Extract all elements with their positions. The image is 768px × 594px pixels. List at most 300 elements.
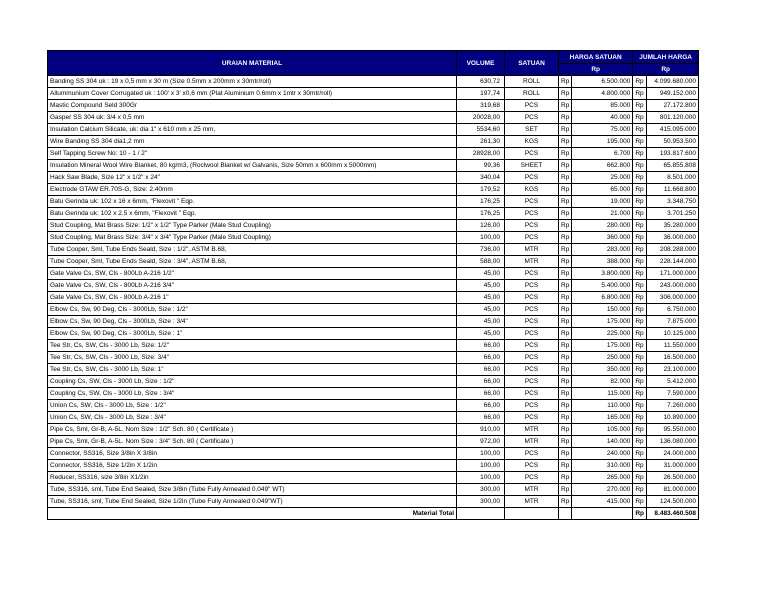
cell-rp-harga: Rp [559,496,572,508]
cell-rp-harga: Rp [559,244,572,256]
cell-rp-jumlah: Rp [633,220,647,232]
cell-volume: 588,00 [457,256,505,268]
cell-rp-jumlah: Rp [633,484,647,496]
cell-jumlah-harga: 4.099.680.000 [646,76,698,88]
header-jumlah-harga: JUMLAH HARGA [633,51,699,64]
cell-rp-harga: Rp [559,100,572,112]
cell-jumlah-harga: 801.120.000 [646,112,698,124]
cell-volume: 20028,00 [457,112,505,124]
cell-description: Tube Cooper, Sml, Tube Ends Seald, Size : 1/2", ASTM B.68, [48,244,457,256]
cell-harga-satuan: 360.000 [572,232,633,244]
cell-description: Wire Banding SS 304 dia1,2 mm [48,136,457,148]
cell-satuan: PCS [505,400,559,412]
cell-satuan: MTR [505,424,559,436]
table-row [48,112,699,124]
total-vol-cell [457,508,505,520]
cell-rp-jumlah: Rp [633,328,647,340]
cell-rp-jumlah: Rp [633,340,647,352]
cell-jumlah-harga: 136.080.000 [646,436,698,448]
cell-rp-harga: Rp [559,268,572,280]
cell-volume: 736,00 [457,244,505,256]
cell-jumlah-harga: 8.501.000 [646,172,698,184]
cell-harga-satuan: 115.000 [572,388,633,400]
table-row [48,244,699,256]
table-row [48,160,699,172]
table-body [48,76,699,508]
cell-satuan: PCS [505,100,559,112]
cell-rp-harga: Rp [559,472,572,484]
cell-jumlah-harga: 949.152.000 [646,88,698,100]
table-row [48,328,699,340]
cell-rp-harga: Rp [559,172,572,184]
cell-description: Banding SS 304 uk : 19 x 0,5 mm x 30 m (Size 0.5mm x 200mm x 30mtr/roll) [48,76,457,88]
cell-jumlah-harga: 36.000.000 [646,232,698,244]
cell-harga-satuan: 270.000 [572,484,633,496]
cell-harga-satuan: 82.000 [572,376,633,388]
cell-jumlah-harga: 6.750.000 [646,304,698,316]
cell-rp-harga: Rp [559,232,572,244]
cell-rp-harga: Rp [559,196,572,208]
table-row [48,388,699,400]
cell-harga-satuan: 310.000 [572,460,633,472]
cell-rp-jumlah: Rp [633,424,647,436]
cell-jumlah-harga: 11.550.000 [646,340,698,352]
cell-harga-satuan: 65.000 [572,184,633,196]
cell-rp-harga: Rp [559,328,572,340]
cell-rp-jumlah: Rp [633,256,647,268]
cell-description: Union Cs, SW, Cls - 3000 Lb, Size : 3/4" [48,412,457,424]
cell-satuan: MTR [505,436,559,448]
cell-satuan: PCS [505,220,559,232]
table-row [48,100,699,112]
cell-jumlah-harga: 31.000.000 [646,460,698,472]
cell-volume: 300,00 [457,496,505,508]
table-row [48,376,699,388]
total-harga-cell [572,508,633,520]
cell-description: Elbow Cs, Sw, 90 Deg, Cls - 3000Lb, Size : 1" [48,328,457,340]
cell-jumlah-harga: 3.701.250 [646,208,698,220]
cell-harga-satuan: 150.000 [572,304,633,316]
cell-harga-satuan: 6.500.000 [572,76,633,88]
header-satuan: SATUAN [505,51,559,76]
cell-satuan: PCS [505,364,559,376]
cell-harga-satuan: 350.000 [572,364,633,376]
cell-rp-jumlah: Rp [633,244,647,256]
cell-satuan: PCS [505,304,559,316]
cell-harga-satuan: 175.000 [572,340,633,352]
cell-jumlah-harga: 415.095.000 [646,124,698,136]
cell-harga-satuan: 240.000 [572,448,633,460]
cell-volume: 28928,00 [457,148,505,160]
cell-description: Gate Valve Cs, SW, Cls - 800Lb A-216 1" [48,292,457,304]
cell-satuan: ROLL [505,76,559,88]
cell-description: Tube Cooper, Sml, Tube Ends Seald, Size : 3/4", ASTM B.68, [48,256,457,268]
cell-volume: 179,52 [457,184,505,196]
cell-satuan: MTR [505,484,559,496]
cell-rp-jumlah: Rp [633,76,647,88]
cell-rp-harga: Rp [559,364,572,376]
cell-description: Gate Valve Cs, SW, Cls - 800Lb A-216 3/4" [48,280,457,292]
cell-harga-satuan: 6.700 [572,148,633,160]
cell-description: Tee Str, Cs, SW, Cls - 3000 Lb, Size: 1" [48,364,457,376]
cell-jumlah-harga: 11.668.800 [646,184,698,196]
cell-description: Self Tapping Screw No: 10 - 1 / 2" [48,148,457,160]
cell-volume: 100,00 [457,448,505,460]
cell-rp-jumlah: Rp [633,148,647,160]
cell-harga-satuan: 175.000 [572,316,633,328]
cell-rp-harga: Rp [559,88,572,100]
cell-jumlah-harga: 65.855.808 [646,160,698,172]
cell-satuan: PCS [505,268,559,280]
table-row [48,172,699,184]
cell-harga-satuan: 225.000 [572,328,633,340]
cell-description: Gasper SS 304 uk: 3/4 x 0,5 mm [48,112,457,124]
table-row [48,412,699,424]
cell-volume: 630,72 [457,76,505,88]
cell-rp-jumlah: Rp [633,412,647,424]
cell-rp-jumlah: Rp [633,172,647,184]
cell-rp-jumlah: Rp [633,472,647,484]
header-volume: VOLUME [457,51,505,76]
table-row [48,208,699,220]
cell-description: Hack Saw Blade, Size 12" x 1/2" x 24" [48,172,457,184]
cell-jumlah-harga: 5.412.000 [646,376,698,388]
cell-description: Stud Coupling, Mat Brass Size: 1/2" x 1/2" Type Parker (Male Stud Coupling) [48,220,457,232]
cell-satuan: PCS [505,112,559,124]
cell-harga-satuan: 25.000 [572,172,633,184]
cell-rp-jumlah: Rp [633,136,647,148]
cell-jumlah-harga: 3.348.750 [646,196,698,208]
total-sat-cell [505,508,559,520]
cell-description: Tee Str, Cs, SW, Cls - 3000 Lb, Size: 3/4" [48,352,457,364]
cell-harga-satuan: 40.000 [572,112,633,124]
cell-description: Mastic Compound Seld 300Gr [48,100,457,112]
cell-rp-jumlah: Rp [633,208,647,220]
cell-satuan: PCS [505,232,559,244]
cell-jumlah-harga: 243.000.000 [646,280,698,292]
cell-jumlah-harga: 24.000.000 [646,448,698,460]
table-row [48,184,699,196]
cell-volume: 972,00 [457,436,505,448]
cell-rp-jumlah: Rp [633,268,647,280]
cell-harga-satuan: 662.800 [572,160,633,172]
cell-volume: 910,00 [457,424,505,436]
cell-rp-harga: Rp [559,424,572,436]
cell-description: Reducer, SS316, size 3/8in X1/2in [48,472,457,484]
cell-volume: 45,00 [457,268,505,280]
table-row [48,136,699,148]
cell-jumlah-harga: 10.890.000 [646,412,698,424]
cell-description: Tee Str, Cs, SW, Cls - 3000 Lb, Size: 1/2" [48,340,457,352]
cell-rp-harga: Rp [559,448,572,460]
cell-satuan: PCS [505,172,559,184]
cell-rp-harga: Rp [559,316,572,328]
cell-satuan: ROLL [505,88,559,100]
cell-jumlah-harga: 10.125.000 [646,328,698,340]
table-row [48,256,699,268]
total-label: Material Total [48,508,457,520]
cell-jumlah-harga: 7.875.000 [646,316,698,328]
table-row [48,268,699,280]
table-row [48,196,699,208]
cell-volume: 66,00 [457,400,505,412]
cell-satuan: KGS [505,136,559,148]
cell-satuan: PCS [505,316,559,328]
cell-rp-harga: Rp [559,460,572,472]
cell-jumlah-harga: 95.550.000 [646,424,698,436]
cell-volume: 45,00 [457,328,505,340]
cell-rp-harga: Rp [559,388,572,400]
cell-rp-harga: Rp [559,280,572,292]
cell-volume: 5534,60 [457,124,505,136]
header-rp-jumlah: Rp [633,64,699,76]
cell-harga-satuan: 5.400.000 [572,280,633,292]
cell-rp-jumlah: Rp [633,280,647,292]
cell-harga-satuan: 265.000 [572,472,633,484]
cell-jumlah-harga: 35.280.000 [646,220,698,232]
table-row [48,364,699,376]
cell-volume: 99,36 [457,160,505,172]
cell-volume: 45,00 [457,292,505,304]
cell-volume: 340,04 [457,172,505,184]
cell-volume: 100,00 [457,460,505,472]
cell-rp-harga: Rp [559,124,572,136]
cell-rp-harga: Rp [559,208,572,220]
table-row [48,352,699,364]
cell-satuan: PCS [505,280,559,292]
cell-satuan: SHEET [505,160,559,172]
cell-rp-harga: Rp [559,256,572,268]
cell-volume: 176,25 [457,196,505,208]
cell-jumlah-harga: 193.817.600 [646,148,698,160]
cell-jumlah-harga: 228.144.000 [646,256,698,268]
cell-rp-harga: Rp [559,304,572,316]
cell-harga-satuan: 388.000 [572,256,633,268]
header-harga-satuan: HARGA SATUAN [559,51,633,64]
table-row [48,316,699,328]
cell-volume: 66,00 [457,340,505,352]
cell-rp-harga: Rp [559,376,572,388]
cell-volume: 66,00 [457,412,505,424]
total-rp1-cell [559,508,572,520]
cell-description: Pipe Cs, Sml, Gr-B, A-5L. Nom Size : 3/4" Sch. 80 ( Certificate ) [48,436,457,448]
cell-rp-jumlah: Rp [633,352,647,364]
cell-jumlah-harga: 50.953.500 [646,136,698,148]
cell-description: Elbow Cs, Sw, 90 Deg, Cls - 3000Lb, Size : 3/4" [48,316,457,328]
cell-harga-satuan: 283.000 [572,244,633,256]
cell-harga-satuan: 140.000 [572,436,633,448]
total-value: 8.483.460.508 [646,508,698,520]
cell-volume: 45,00 [457,304,505,316]
cell-description: Allummunium Cover Corrugated uk : 100' x 3' x0,6 mm (Plat Aluminium 0.6mm x 1mtr x 30mtr/roll) [48,88,457,100]
table-row [48,424,699,436]
cell-volume: 45,00 [457,316,505,328]
cell-description: Batu Gerinda uk: 102 x 16 x 6mm, "Flexovit " Eqp. [48,196,457,208]
cell-description: Connector, SS316, Size 3/8in X 3/8in [48,448,457,460]
table-row [48,436,699,448]
cell-rp-harga: Rp [559,148,572,160]
cell-satuan: PCS [505,340,559,352]
cell-jumlah-harga: 208.288.000 [646,244,698,256]
cell-description: Stud Coupling, Mat Brass Size: 3/4" x 3/4" Type Parker (Male Stud Coupling) [48,232,457,244]
cell-volume: 176,25 [457,208,505,220]
cell-satuan: MTR [505,496,559,508]
cell-rp-jumlah: Rp [633,400,647,412]
cell-rp-jumlah: Rp [633,304,647,316]
cell-description: Tube, SS316, sml, Tube End Sealed, Size 3/8in (Tube Fully Annealed 0.049" WT) [48,484,457,496]
table-row [48,304,699,316]
cell-rp-jumlah: Rp [633,364,647,376]
cell-satuan: PCS [505,376,559,388]
cell-rp-harga: Rp [559,352,572,364]
cell-satuan: PCS [505,388,559,400]
cell-satuan: PCS [505,412,559,424]
cell-jumlah-harga: 306.000.000 [646,292,698,304]
cell-rp-harga: Rp [559,160,572,172]
table-row [48,124,699,136]
cell-satuan: PCS [505,448,559,460]
table-row [48,280,699,292]
cell-harga-satuan: 85.000 [572,100,633,112]
cell-rp-jumlah: Rp [633,436,647,448]
cell-harga-satuan: 105.000 [572,424,633,436]
cell-harga-satuan: 195.000 [572,136,633,148]
cell-rp-jumlah: Rp [633,292,647,304]
cell-volume: 100,00 [457,232,505,244]
cell-jumlah-harga: 27.172.800 [646,100,698,112]
table-row [48,220,699,232]
cell-harga-satuan: 415.000 [572,496,633,508]
cell-description: Gate Valve Cs, SW, Cls - 800Lb A-216 1/2" [48,268,457,280]
cell-description: Electrode GTAW ER.70S-G, Size: 2.40mm [48,184,457,196]
cell-volume: 126,00 [457,220,505,232]
cell-volume: 66,00 [457,376,505,388]
cell-jumlah-harga: 7.590.000 [646,388,698,400]
cell-satuan: MTR [505,256,559,268]
cell-harga-satuan: 4.800.000 [572,88,633,100]
cell-rp-jumlah: Rp [633,388,647,400]
material-sheet [47,50,699,520]
cell-rp-jumlah: Rp [633,496,647,508]
table-row [48,88,699,100]
table-row [48,340,699,352]
total-row [48,508,699,520]
table-row [48,148,699,160]
cell-satuan: PCS [505,460,559,472]
cell-rp-jumlah: Rp [633,160,647,172]
cell-volume: 319,68 [457,100,505,112]
cell-volume: 300,00 [457,484,505,496]
cell-description: Coupling Cs, SW, Cls - 3000 Lb, Size : 3/4" [48,388,457,400]
cell-rp-jumlah: Rp [633,184,647,196]
cell-jumlah-harga: 124.500.000 [646,496,698,508]
header-uraian: URAIAN MATERIAL [48,51,457,76]
cell-harga-satuan: 75.000 [572,124,633,136]
cell-description: Union Cs, SW, Cls - 3000 Lb, Size : 1/2" [48,400,457,412]
cell-harga-satuan: 6.800.000 [572,292,633,304]
table-row [48,400,699,412]
cell-description: Connector, SS316, Size 1/2in X 1/2in [48,460,457,472]
cell-satuan: PCS [505,472,559,484]
table-row [48,448,699,460]
cell-satuan: PCS [505,208,559,220]
table-row [48,496,699,508]
cell-rp-harga: Rp [559,112,572,124]
cell-harga-satuan: 165.000 [572,412,633,424]
cell-volume: 261,30 [457,136,505,148]
cell-volume: 66,00 [457,388,505,400]
cell-satuan: MTR [505,244,559,256]
cell-jumlah-harga: 171.000.000 [646,268,698,280]
cell-harga-satuan: 21.000 [572,208,633,220]
cell-jumlah-harga: 26.500.000 [646,472,698,484]
total-rp: Rp [633,508,647,520]
cell-rp-harga: Rp [559,484,572,496]
cell-rp-jumlah: Rp [633,100,647,112]
cell-rp-jumlah: Rp [633,112,647,124]
cell-satuan: SET [505,124,559,136]
cell-rp-jumlah: Rp [633,124,647,136]
cell-satuan: KGS [505,184,559,196]
cell-rp-harga: Rp [559,340,572,352]
cell-jumlah-harga: 23.100.000 [646,364,698,376]
table-row [48,460,699,472]
cell-volume: 197,74 [457,88,505,100]
cell-rp-harga: Rp [559,136,572,148]
cell-satuan: PCS [505,292,559,304]
cell-rp-harga: Rp [559,76,572,88]
cell-rp-jumlah: Rp [633,316,647,328]
table-row [48,472,699,484]
cell-description: Tube, SS316, sml, Tube End Sealed, Size 1/2in (Tube Fully Annealed 0.049"WT) [48,496,457,508]
cell-satuan: PCS [505,196,559,208]
cell-rp-harga: Rp [559,184,572,196]
cell-harga-satuan: 110.000 [572,400,633,412]
cell-harga-satuan: 250.000 [572,352,633,364]
cell-rp-jumlah: Rp [633,232,647,244]
cell-rp-jumlah: Rp [633,376,647,388]
cell-rp-harga: Rp [559,220,572,232]
cell-rp-jumlah: Rp [633,448,647,460]
table-row [48,76,699,88]
cell-rp-harga: Rp [559,292,572,304]
cell-volume: 45,00 [457,280,505,292]
cell-rp-harga: Rp [559,400,572,412]
cell-description: Pipe Cs, Sml, Gr-B, A-5L. Nom Size : 1/2" Sch. 80 ( Certificate ) [48,424,457,436]
cell-satuan: PCS [505,328,559,340]
cell-description: Batu Gerinda uk: 102 x 2.5 x 6mm, "Flexovit " Eqp. [48,208,457,220]
cell-harga-satuan: 3.800.000 [572,268,633,280]
cell-description: Insulation Mineral Wool Wire Blanket, 80 kg/m3, (Roclwool Blanket w/ Galvanis, Size 50mm x 600mm x 5000mm) [48,160,457,172]
table-row [48,292,699,304]
cell-description: Coupling Cs, SW, Cls - 3000 Lb, Size : 1/2" [48,376,457,388]
cell-description: Elbow Cs, Sw, 90 Deg, Cls - 3000Lb, Size : 1/2" [48,304,457,316]
cell-rp-jumlah: Rp [633,88,647,100]
cell-rp-jumlah: Rp [633,196,647,208]
cell-harga-satuan: 19.000 [572,196,633,208]
cell-description: Insulation Calcium Silicate, uk: dia 1" x 610 mm x 25 mm, [48,124,457,136]
cell-jumlah-harga: 81.000.000 [646,484,698,496]
cell-rp-harga: Rp [559,436,572,448]
cell-volume: 66,00 [457,352,505,364]
cell-harga-satuan: 280.000 [572,220,633,232]
table-row [48,484,699,496]
cell-satuan: PCS [505,148,559,160]
cell-jumlah-harga: 7.260.000 [646,400,698,412]
cell-satuan: PCS [505,352,559,364]
cell-jumlah-harga: 16.500.000 [646,352,698,364]
header-row [48,51,699,64]
